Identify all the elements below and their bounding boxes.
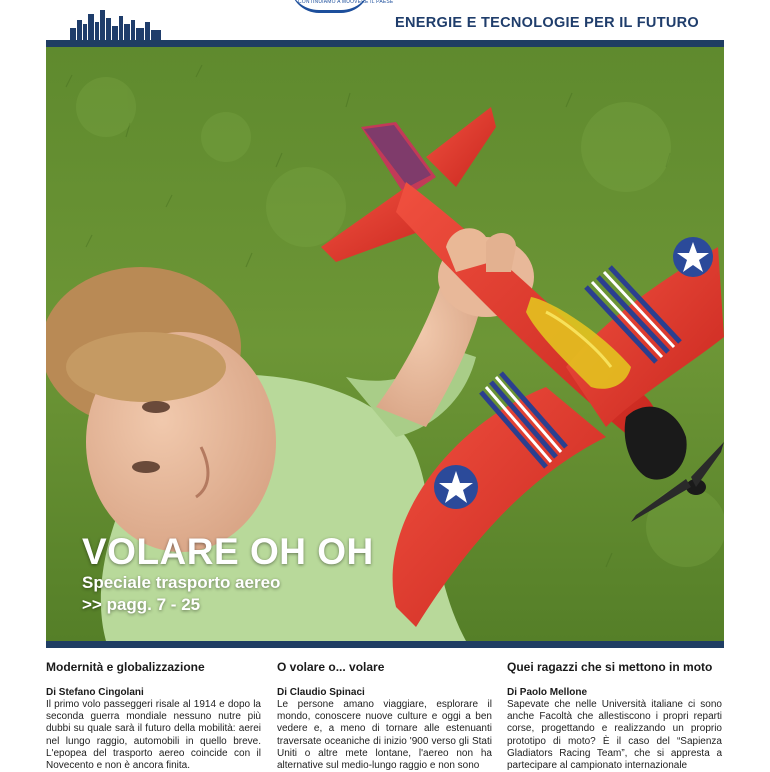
hero-subtitle: Speciale trasporto aereo	[82, 573, 281, 592]
article-column-3	[507, 659, 722, 772]
article-body: Le persone amano viaggiare, esplorare il mondo, conoscere nuove culture e oggi a ben vedere e, a meno di tornare alle estenuanti traversate oceaniche di inizio '900 verso gli Stati Uniti o altre mete lontane, l'aereo non ha alternative sul medio-lungo raggio e non sono	[277, 699, 492, 772]
article-author: Di Claudio Spinaci	[277, 687, 365, 698]
article-column-1	[46, 659, 261, 772]
article-title[interactable]: O volare o... volare	[277, 660, 385, 674]
top-divider	[46, 40, 724, 47]
article-title[interactable]: Modernità e globalizzazione	[46, 660, 205, 674]
city-skyline-logo-icon	[68, 6, 164, 40]
hero-title: VOLARE OH OH	[82, 531, 374, 572]
article-author: Di Paolo Mellone	[507, 687, 588, 698]
article-body: Sapevate che nelle Università italiane ci sono anche Facoltà che allestiscono i propri reparti corse, progettando e realizzando un proprio prototipo di moto? È il caso del “Sapienza Gladiators Racing Team”, che si appresta a partecipare al campionato internazionale	[507, 699, 722, 772]
bottom-divider	[46, 641, 724, 648]
article-title[interactable]: Quei ragazzi che si mettono in moto	[507, 660, 713, 674]
article-column-2	[277, 659, 492, 772]
article-body: Il primo volo passeggeri risale al 1914 e dopo la seconda guerra mondiale nessuno nutre più dubbi su quale sarà il futuro della mobilità: aerei nel lungo raggio, automobili in quello breve. L'epopea del trasporto aereo coincide con il Novecento e non è ancora finita.	[46, 699, 261, 772]
logo-text: CONTINUIAMO A MUOVERE IL PAESE	[298, 0, 394, 5]
hero-image	[46, 47, 724, 641]
hero-caption	[82, 532, 374, 616]
article-author: Di Stefano Cingolani	[46, 687, 144, 698]
masthead-tagline: ENERGIE E TECNOLOGIE PER IL FUTURO	[395, 15, 699, 31]
hero-pages-link[interactable]: >> pagg. 7 - 25	[82, 595, 201, 614]
